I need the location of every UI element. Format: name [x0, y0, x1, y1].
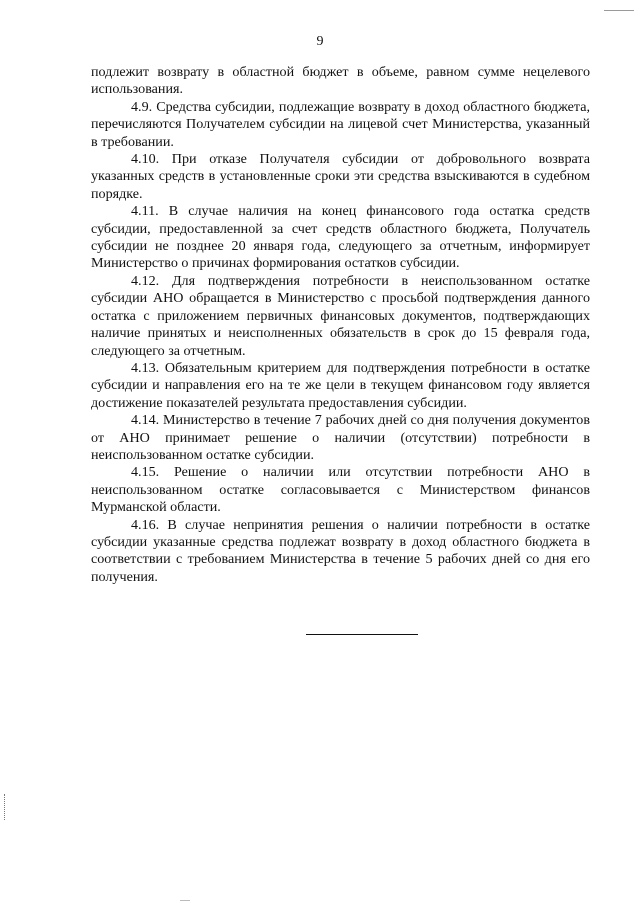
- paragraph-4-9: 4.9. Средства субсидии, подлежащие возврату в доход областного бюджета, перечисляются Получателем субсидии на лицевой счет Министерства, указанный в требовании.: [91, 98, 590, 150]
- paragraph-4-15: 4.15. Решение о наличии или отсутствии потребности АНО в неиспользованном остатке согласовывается с Министерством финансов Мурманской области.: [91, 464, 590, 516]
- left-margin-scan-mark: [4, 794, 5, 820]
- paragraph-4-11: 4.11. В случае наличия на конец финансового года остатка средств субсидии, предоставленной за счет средств областного бюджета, Получатель субсидии не позднее 20 января года, следующего за отчетным, информирует Министерство о причинах формирования остатков субсидии.: [91, 203, 590, 272]
- page-number: 9: [316, 34, 324, 49]
- paragraph-4-14: 4.14. Министерство в течение 7 рабочих дней со дня получения документов от АНО принимает решение о наличии (отсутствии) потребности в неиспользованном остатке субсидии.: [91, 412, 590, 463]
- paragraph-4-13: 4.13. Обязательным критерием для подтверждения потребности в остатке субсидии и направления его на те же цели в текущем финансовом году является достижение показателей результата предоставления субсидии.: [91, 359, 590, 411]
- paragraph-4-10: 4.10. При отказе Получателя субсидии от добровольного возврата указанных средств в установленные сроки эти средства взыскиваются в судебном порядке.: [91, 151, 590, 202]
- corner-scan-mark: [604, 10, 634, 11]
- end-of-text-rule: [306, 634, 418, 635]
- paragraph-continuation: подлежит возврату в областной бюджет в объеме, равном сумме нецелевого использования.: [91, 64, 590, 98]
- paragraph-4-16: 4.16. В случае непринятия решения о наличии потребности в остатке субсидии указанные средства подлежат возврату в доход областного бюджета в соответствии с требованием Министерства в течение 5 рабочих дней со дня его получения.: [91, 516, 590, 585]
- bottom-scan-mark: [180, 900, 190, 901]
- document-body: [91, 64, 590, 586]
- paragraph-4-12: 4.12. Для подтверждения потребности в неиспользованном остатке субсидии АНО обращается в Министерство с просьбой подтверждения данного остатка с приложением первичных финансовых документов, подтверждающих наличие принятых и неисполненных обязательств в срок до 15 февраля года, следующего за отчетным.: [91, 272, 590, 359]
